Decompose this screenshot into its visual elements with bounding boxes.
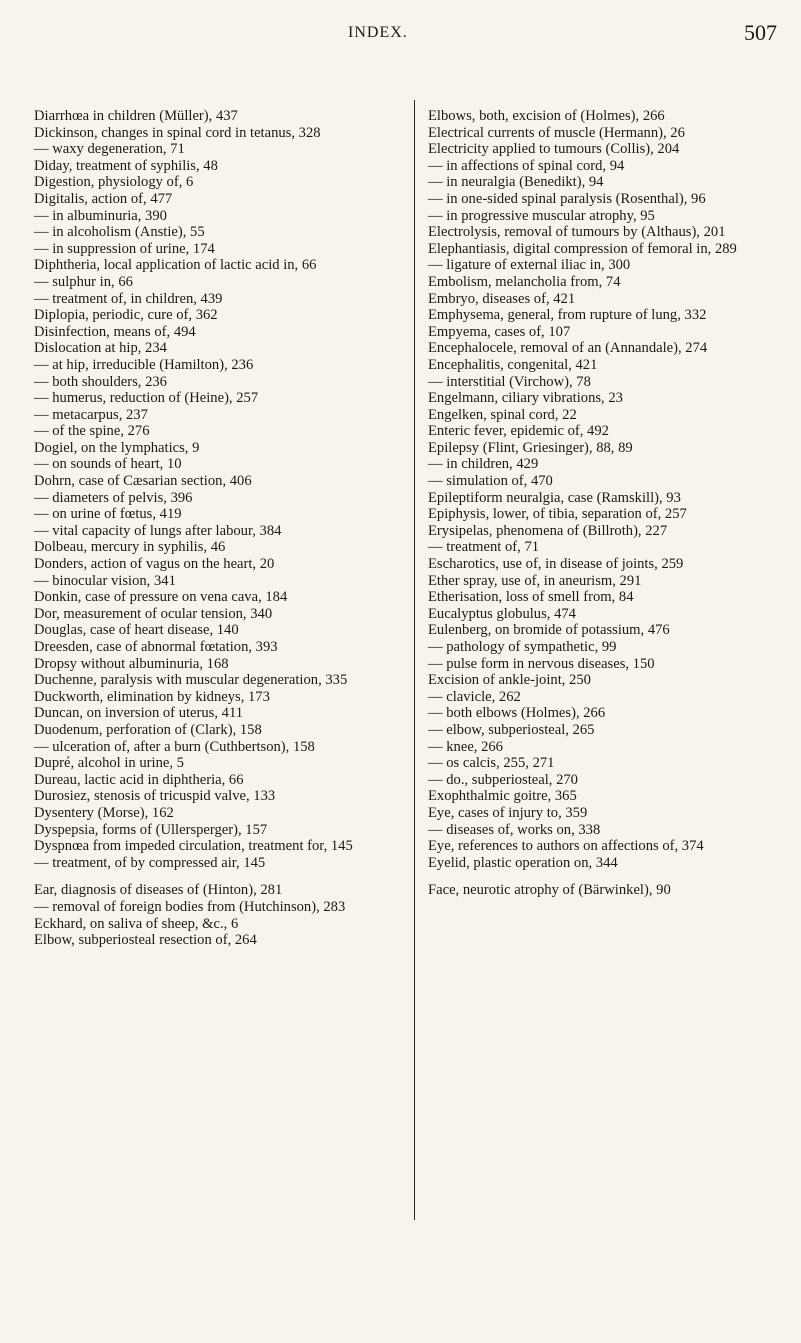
- index-entry: — simulation of, 470: [428, 473, 553, 490]
- letter-section-gap: [34, 871, 406, 882]
- index-entry: — pathology of sympathetic, 99: [428, 639, 617, 655]
- index-entry: Dropsy without albuminuria, 168: [34, 655, 229, 672]
- index-entry: Dogiel, on the lymphatics, 9: [34, 439, 200, 456]
- index-entry: Dickinson, changes in spinal cord in tetanus, 328: [34, 124, 321, 141]
- index-entry: Elephantiasis, digital compression of femoral in, 289: [428, 240, 737, 257]
- index-entry: Durosiez, stenosis of tricuspid valve, 133: [34, 788, 276, 805]
- running-head: INDEX.: [348, 24, 408, 41]
- index-entry: Digitalis, action of, 477: [34, 190, 173, 207]
- column-divider: [414, 100, 415, 1220]
- index-entry: Duncan, on inversion of uterus, 411: [34, 705, 244, 722]
- index-entry: Epilepsy (Flint, Griesinger), 88, 89: [428, 439, 633, 456]
- index-entry: — in children, 429: [428, 456, 539, 473]
- index-entry: — in progressive muscular atrophy, 95: [428, 207, 655, 224]
- index-entry: Eulenberg, on bromide of potassium, 476: [428, 622, 670, 639]
- index-column-right: [428, 108, 780, 899]
- index-entry: Digestion, physiology of, 6: [34, 174, 194, 191]
- index-entry: Eucalyptus globulus, 474: [428, 605, 576, 622]
- index-entry: Duchenne, paralysis with muscular degeneration, 335: [34, 672, 348, 689]
- index-entry: Diplopia, periodic, cure of, 362: [34, 307, 218, 324]
- index-entry: — on sounds of heart, 10: [34, 456, 182, 473]
- index-entry: — pulse form in nervous diseases, 150: [428, 655, 655, 672]
- index-entry: — elbow, subperiosteal, 265: [428, 721, 595, 738]
- index-entry: Ether spray, use of, in aneurism, 291: [428, 572, 642, 589]
- index-entry: — treatment of, 71: [428, 539, 540, 556]
- index-entry: Epileptiform neuralgia, case (Ramskill), 93: [428, 489, 681, 506]
- index-entry: — do., subperiosteal, 270: [428, 771, 578, 788]
- index-entry: — in neuralgia (Benedikt), 94: [428, 174, 604, 191]
- index-entry: Donders, action of vagus on the heart, 20: [34, 556, 275, 573]
- index-entry: — vital capacity of lungs after labour, 384: [34, 522, 282, 539]
- index-entry: — diseases of, works on, 338: [428, 821, 601, 838]
- index-entry: Etherisation, loss of smell from, 84: [428, 589, 634, 606]
- page-header: [0, 20, 801, 60]
- index-entry: Engelken, spinal cord, 22: [428, 406, 577, 423]
- index-entry: Electrical currents of muscle (Hermann), 26: [428, 124, 685, 141]
- index-entry: — both elbows (Holmes), 266: [428, 705, 606, 722]
- index-entry: Donkin, case of pressure on vena cava, 184: [34, 589, 288, 606]
- index-entry: Elbow, subperiosteal resection of, 264: [34, 932, 257, 949]
- index-entry: Face, neurotic atrophy of (Bärwinkel), 90: [428, 882, 671, 899]
- index-entry: Diday, treatment of syphilis, 48: [34, 157, 218, 174]
- index-entry: — metacarpus, 237: [34, 406, 148, 423]
- index-entry: Excision of ankle-joint, 250: [428, 672, 591, 689]
- index-entry: Dureau, lactic acid in diphtheria, 66: [34, 771, 244, 788]
- index-entry: — in one-sided spinal paralysis (Rosenthal), 96: [428, 190, 706, 207]
- index-entry: Epiphysis, lower, of tibia, separation of, 257: [428, 506, 687, 523]
- index-entry: — in affections of spinal cord, 94: [428, 157, 625, 174]
- index-entry: — treatment, of by compressed air, 145: [34, 854, 266, 871]
- index-entry: Dreesden, case of abnormal fœtation, 393: [34, 639, 278, 655]
- index-entry: Eyelid, plastic operation on, 344: [428, 854, 618, 871]
- index-entry: Dyspepsia, forms of (Ullersperger), 157: [34, 821, 268, 838]
- index-entry: — at hip, irreducible (Hamilton), 236: [34, 356, 254, 373]
- index-entry: — diameters of pelvis, 396: [34, 489, 193, 506]
- index-entry: Exophthalmic goitre, 365: [428, 788, 577, 805]
- index-entry: — clavicle, 262: [428, 688, 521, 705]
- index-entry: Electrolysis, removal of tumours by (Althaus), 201: [428, 224, 726, 241]
- index-entry: Diphtheria, local application of lactic acid in, 66: [34, 257, 317, 274]
- index-entry: Emphysema, general, from rupture of lung, 332: [428, 307, 707, 324]
- index-entry: — sulphur in, 66: [34, 273, 133, 290]
- index-entry: — binocular vision, 341: [34, 572, 176, 589]
- index-entry: — in suppression of urine, 174: [34, 240, 215, 257]
- index-entry: — os calcis, 255, 271: [428, 755, 555, 772]
- index-entry: — interstitial (Virchow), 78: [428, 373, 591, 390]
- index-entry: — removal of foreign bodies from (Hutchinson), 283: [34, 898, 346, 915]
- index-entry: Dyspnœa from impeded circulation, treatment for, 145: [34, 838, 353, 855]
- index-entry: Dysentery (Morse), 162: [34, 804, 174, 821]
- index-entry: Embryo, diseases of, 421: [428, 290, 576, 307]
- index-entry: Encephalitis, congenital, 421: [428, 356, 598, 373]
- index-entry: Erysipelas, phenomena of (Billroth), 227: [428, 522, 668, 539]
- index-entry: Dor, measurement of ocular tension, 340: [34, 605, 273, 622]
- index-entry: Duckworth, elimination by kidneys, 173: [34, 688, 270, 705]
- index-entry: Elbows, both, excision of (Holmes), 266: [428, 108, 665, 124]
- index-entry: Electricity applied to tumours (Collis), 204: [428, 141, 680, 158]
- index-entry: — humerus, reduction of (Heine), 257: [34, 390, 259, 407]
- index-entry: Empyema, cases of, 107: [428, 323, 571, 340]
- index-entry: Disinfection, means of, 494: [34, 323, 196, 340]
- index-entry: — of the spine, 276: [34, 423, 150, 440]
- index-entry: — both shoulders, 236: [34, 373, 167, 390]
- index-entry: Engelmann, ciliary vibrations, 23: [428, 390, 623, 407]
- index-entry: Dohrn, case of Cæsarian section, 406: [34, 473, 252, 490]
- index-entry: Ear, diagnosis of diseases of (Hinton), 281: [34, 882, 283, 899]
- page-number: 507: [744, 20, 777, 45]
- index-entry: Escharotics, use of, in disease of joints, 259: [428, 556, 684, 573]
- index-entry: — in alcoholism (Anstie), 55: [34, 224, 205, 241]
- letter-section-gap: [428, 871, 780, 882]
- index-entry: Eckhard, on saliva of sheep, &c., 6: [34, 915, 239, 932]
- index-entry: Dupré, alcohol in urine, 5: [34, 755, 184, 772]
- index-entry: Diarrhœa in children (Müller), 437: [34, 108, 238, 124]
- index-entry: Embolism, melancholia from, 74: [428, 273, 621, 290]
- index-entry: — treatment of, in children, 439: [34, 290, 223, 307]
- index-entry: Eye, references to authors on affections of, 374: [428, 838, 704, 855]
- index-column-left: [34, 108, 406, 949]
- index-entry: — ligature of external iliac in, 300: [428, 257, 631, 274]
- index-entry: — knee, 266: [428, 738, 503, 755]
- index-entry: — in albuminuria, 390: [34, 207, 167, 224]
- index-entry: Encephalocele, removal of an (Annandale), 274: [428, 340, 708, 357]
- index-entry: Duodenum, perforation of (Clark), 158: [34, 721, 262, 738]
- index-entry: — waxy degeneration, 71: [34, 141, 185, 158]
- index-entry: Douglas, case of heart disease, 140: [34, 622, 239, 639]
- index-entry: Eye, cases of injury to, 359: [428, 804, 588, 821]
- index-entry: — ulceration of, after a burn (Cuthbertson), 158: [34, 738, 315, 755]
- index-entry: Dolbeau, mercury in syphilis, 46: [34, 539, 226, 556]
- index-entry: Enteric fever, epidemic of, 492: [428, 423, 609, 440]
- index-entry: — on urine of fœtus, 419: [34, 506, 182, 523]
- index-entry: Dislocation at hip, 234: [34, 340, 167, 357]
